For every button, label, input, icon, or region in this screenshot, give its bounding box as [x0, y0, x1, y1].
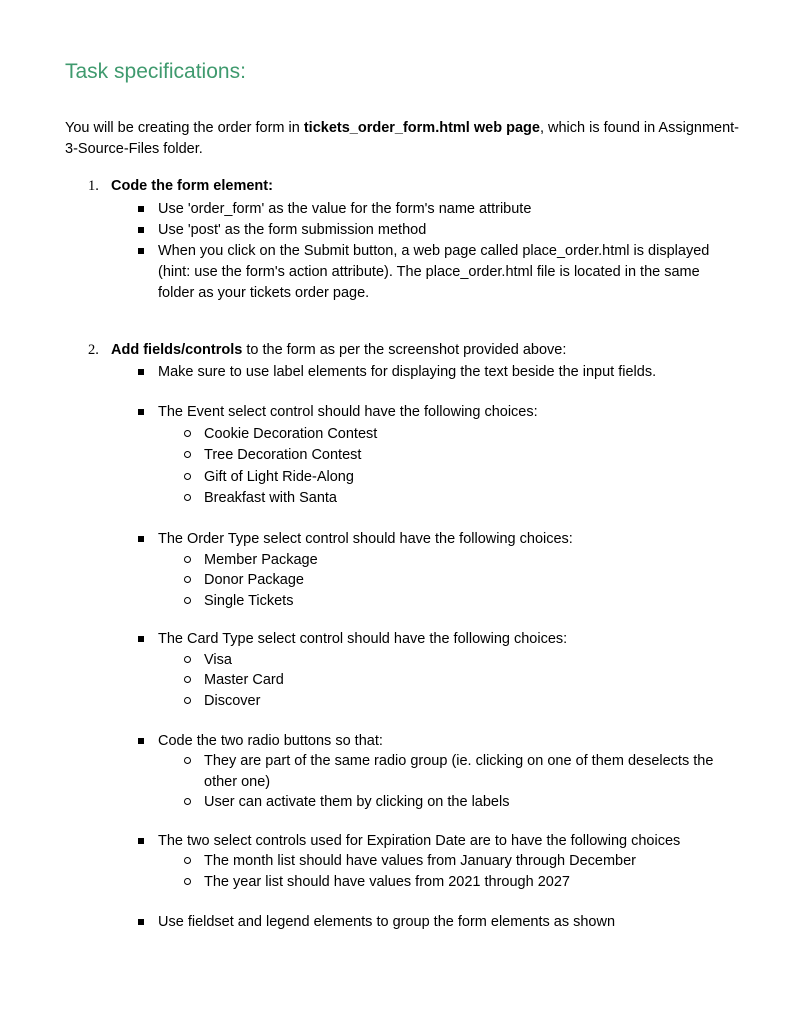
bullet-text: Use 'post' as the form submission method [158, 222, 427, 238]
square-bullet-icon [138, 838, 144, 844]
bullet-text: The Order Type select control should have the following choices: [158, 531, 573, 547]
circle-bullet-icon [184, 597, 191, 604]
square-bullet-icon [138, 248, 144, 254]
sub-bullet-text: The month list should have values from January through December [204, 853, 636, 869]
circle-bullet-icon [184, 494, 191, 501]
circle-bullet-icon [184, 697, 191, 704]
bullet-text: The Event select control should have the following choices: [158, 404, 538, 420]
bullet-text: Make sure to use label elements for displaying the text beside the input fields. [158, 364, 657, 380]
circle-bullet-icon [184, 857, 191, 864]
sub-bullet-text: Donor Package [204, 572, 304, 588]
circle-bullet-icon [184, 473, 191, 480]
intro-text-before: You will be creating the order form in [65, 120, 304, 136]
square-bullet-icon [138, 636, 144, 642]
sub-bullet-text: They are part of the same radio group (ie. clicking on one of them deselects the other one) [204, 753, 714, 790]
sub-bullet-text: Single Tickets [204, 593, 294, 609]
square-bullet-icon [138, 919, 144, 925]
circle-bullet-icon [184, 430, 191, 437]
circle-bullet-icon [184, 878, 191, 885]
sub-bullet-text: The year list should have values from 2021 through 2027 [204, 874, 570, 890]
sub-bullet-text: Gift of Light Ride-Along [204, 469, 354, 485]
sub-bullet-text: Member Package [204, 552, 318, 568]
square-bullet-icon [138, 369, 144, 375]
sub-bullet-text: Visa [204, 652, 232, 668]
circle-bullet-icon [184, 556, 191, 563]
square-bullet-icon [138, 206, 144, 212]
item-title [111, 342, 566, 358]
item-title: Code the form element: [111, 178, 273, 194]
sub-bullet-text: Master Card [204, 672, 284, 688]
sub-bullet-text: Cookie Decoration Contest [204, 426, 378, 442]
intro-text-after: , which is found in Assignment-3-Source-Files folder. [65, 120, 740, 157]
page-heading: Task specifications: [65, 60, 246, 83]
item-title-rest: to the form as per the screenshot provided above: [242, 342, 567, 358]
bullet-text: Use 'order_form' as the value for the form's name attribute [158, 201, 532, 217]
item-title-bold: Add fields/controls [111, 342, 243, 358]
sub-bullet-text: User can activate them by clicking on the labels [204, 794, 510, 810]
square-bullet-icon [138, 227, 144, 233]
square-bullet-icon [138, 536, 144, 542]
bullet-text: Use fieldset and legend elements to group the form elements as shown [158, 914, 616, 930]
circle-bullet-icon [184, 757, 191, 764]
sub-bullet-text: Discover [204, 693, 261, 709]
circle-bullet-icon [184, 676, 191, 683]
intro-filename: tickets_order_form.html web page [303, 120, 540, 136]
sub-bullet-text: Breakfast with Santa [204, 490, 337, 506]
circle-bullet-icon [184, 656, 191, 663]
bullet-text: The two select controls used for Expiration Date are to have the following choices [158, 833, 681, 849]
sub-bullet-text: Tree Decoration Contest [204, 447, 362, 463]
bullet-text: The Card Type select control should have the following choices: [158, 631, 568, 647]
square-bullet-icon [138, 738, 144, 744]
bullet-text: Code the two radio buttons so that: [158, 733, 383, 749]
item-number: 2. [88, 342, 99, 358]
circle-bullet-icon [184, 576, 191, 583]
square-bullet-icon [138, 409, 144, 415]
item-number: 1. [88, 178, 99, 194]
bullet-text: When you click on the Submit button, a web page called place_order.html is displayed (hint: use the form's action attribute). The place_order.html file is located in the same folder as your tickets order page. [158, 243, 710, 301]
circle-bullet-icon [184, 798, 191, 805]
circle-bullet-icon [184, 451, 191, 458]
intro-paragraph [65, 118, 745, 160]
